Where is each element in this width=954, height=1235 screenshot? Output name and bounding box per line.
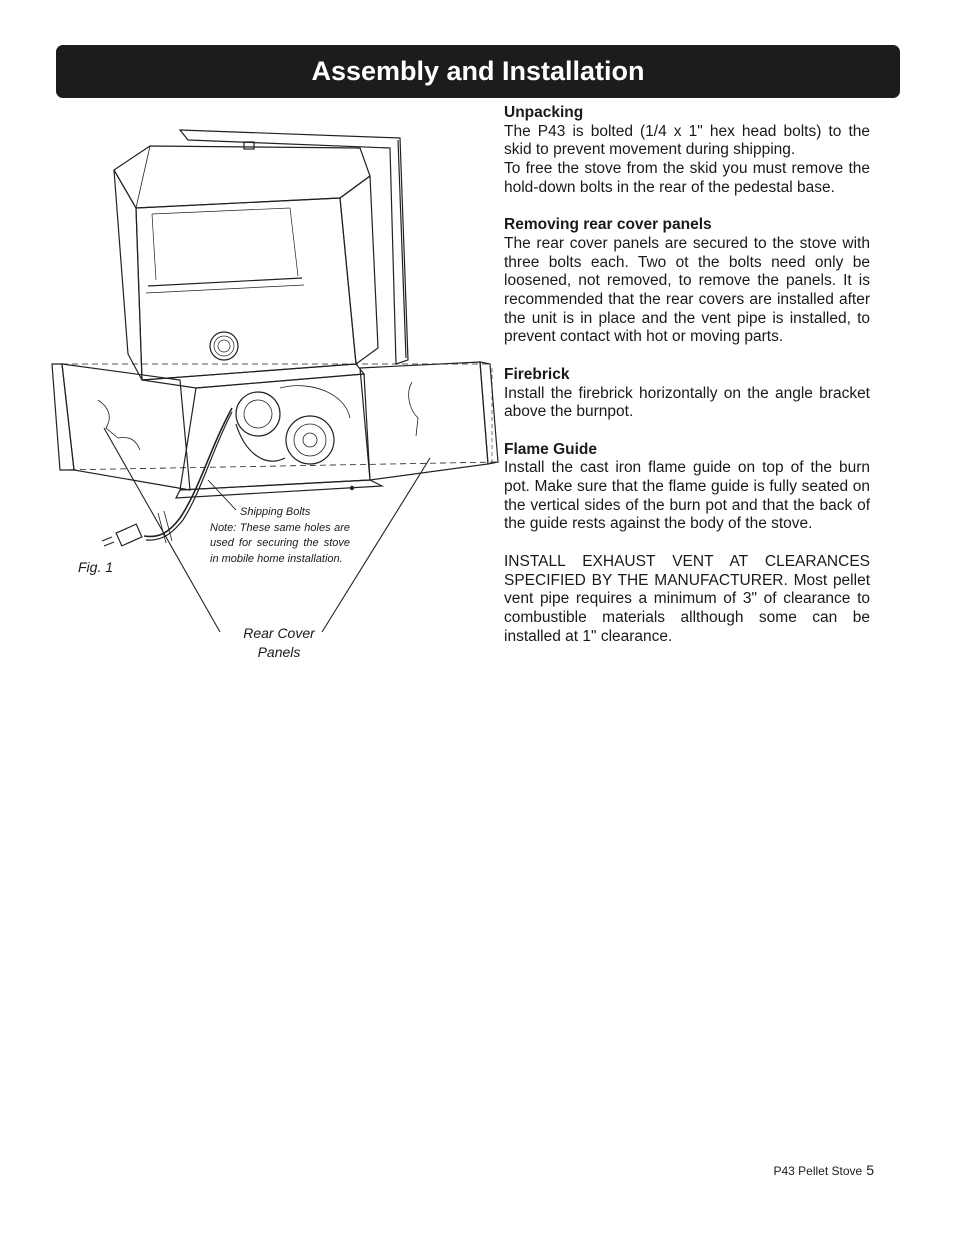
page-number: 5 <box>866 1162 874 1178</box>
rear-cover-panels-callout <box>230 624 328 662</box>
rear-cover-label-line1: Rear Cover <box>243 625 315 641</box>
section-banner <box>56 45 900 98</box>
flame-guide-text: Install the cast iron flame guide on top of the burn pot. Make sure that the flame guide is fully seated on the vertical sides of the burn pot and that the back of the guide rests against the body of the stove. <box>504 459 870 533</box>
unpacking-text-1: The P43 is bolted (1/4 x 1" hex head bolts) to the skid to prevent movement during shipping. <box>504 122 870 159</box>
rear-panels-heading: Removing rear cover panels <box>504 216 712 234</box>
rear-cover-label-line2: Panels <box>257 644 301 660</box>
instructions-column <box>504 104 870 665</box>
firebrick-text: Install the firebrick horizontally on the angle bracket above the burnpot. <box>504 384 870 421</box>
unpacking-heading: Unpacking <box>504 104 584 121</box>
figure-number-label: Fig. 1 <box>78 559 114 575</box>
rear-panels-text: The rear cover panels are secured to the stove with three bolts each. Two ot the bolts need only be loosened, not removed, to remove the panels. It is recommended that the rear covers are installed after the unit is in place and the vent pipe is installed, to prevent contact with hot or moving parts. <box>504 234 870 346</box>
page-title: Assembly and Installation <box>311 56 645 86</box>
page-footer <box>773 1162 874 1178</box>
stove-line-drawing <box>40 118 500 678</box>
shipping-bolts-callout <box>210 505 350 567</box>
unpacking-text-2: To free the stove from the skid you must remove the hold-down bolts in the rear of the pedestal base. <box>504 160 870 196</box>
footer-product-name: P43 Pellet Stove <box>773 1164 863 1178</box>
exhaust-vent-text: INSTALL EXHAUST VENT AT CLEARANCES SPECIFIED BY THE MANUFACTURER. Most pellet vent pipe requires a minimum of 3" of clearance to combustible materials allthough some can be installed at 1" clearance. <box>504 552 870 645</box>
figure-stove-rear <box>40 118 500 678</box>
shipping-bolts-note: Note: These same holes are used for securing the stove in mobile home installation. <box>210 521 350 565</box>
shipping-bolts-label: Shipping Bolts <box>240 506 311 518</box>
flame-guide-heading: Flame Guide <box>504 440 598 458</box>
firebrick-heading: Firebrick <box>504 365 570 383</box>
